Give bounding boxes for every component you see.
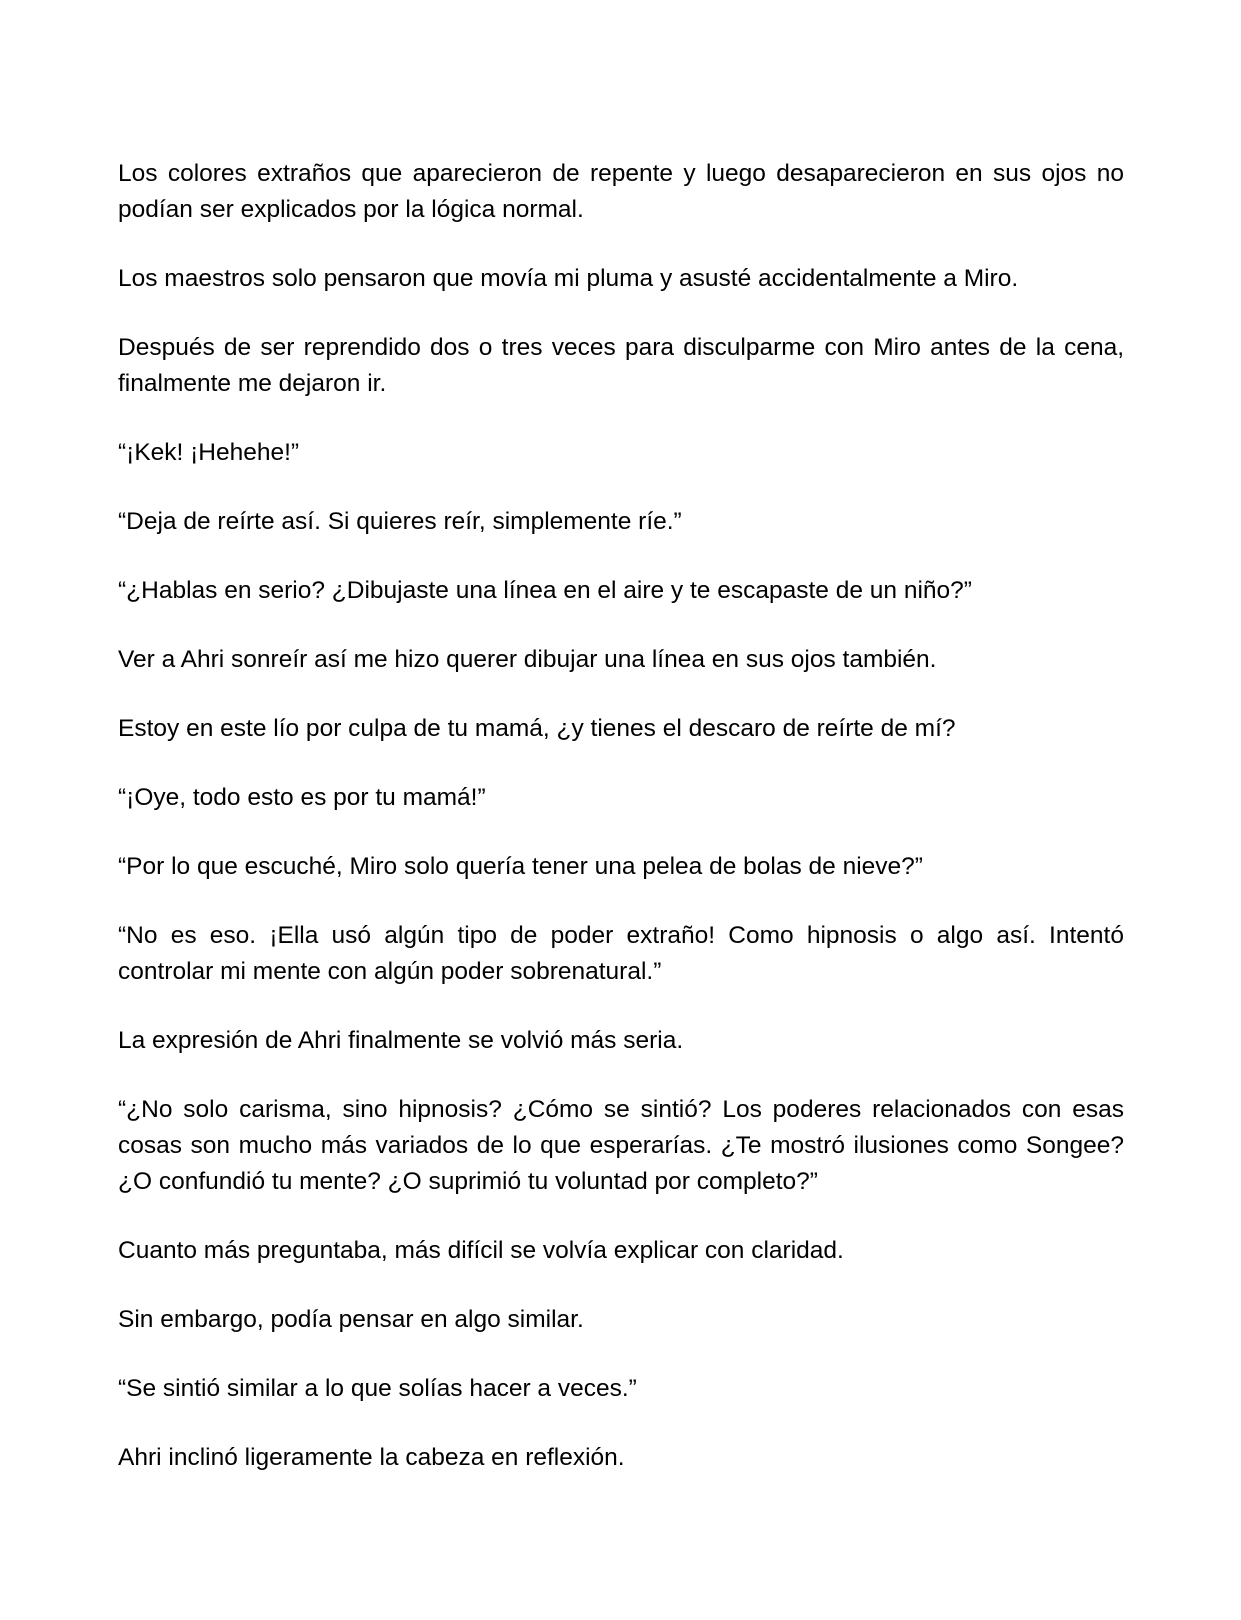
paragraph: Ahri inclinó ligeramente la cabeza en reflexión. <box>118 1444 625 1471</box>
paragraph: “Se sintió similar a lo que solías hacer a veces.” <box>118 1375 637 1402</box>
document-body <box>118 156 1124 1476</box>
paragraph: “¡Kek! ¡Hehehe!” <box>118 439 300 466</box>
paragraph: “No es eso. ¡Ella usó algún tipo de poder extraño! Como hipnosis o algo así. Intentó controlar mi mente con algún poder sobrenatural.” <box>118 922 1124 985</box>
paragraph: Los colores extraños que aparecieron de repente y luego desaparecieron en sus ojos no podían ser explicados por la lógica normal. <box>118 160 1124 223</box>
paragraph: “¡Oye, todo esto es por tu mamá!” <box>118 784 486 811</box>
paragraph: Los maestros solo pensaron que movía mi pluma y asusté accidentalmente a Miro. <box>118 265 1019 292</box>
paragraph: “Por lo que escuché, Miro solo quería tener una pelea de bolas de nieve?” <box>118 853 923 880</box>
paragraph: Cuanto más preguntaba, más difícil se volvía explicar con claridad. <box>118 1237 844 1264</box>
paragraph: “¿Hablas en serio? ¿Dibujaste una línea en el aire y te escapaste de un niño?” <box>118 577 972 604</box>
paragraph: “¿No solo carisma, sino hipnosis? ¿Cómo se sintió? Los poderes relacionados con esas cosas son mucho más variados de lo que esperarías. ¿Te mostró ilusiones como Songee? ¿O confundió tu mente? ¿O suprimió tu voluntad por completo?” <box>118 1096 1124 1195</box>
paragraph: “Deja de reírte así. Si quieres reír, simplemente ríe.” <box>118 508 682 535</box>
paragraph: La expresión de Ahri finalmente se volvió más seria. <box>118 1027 684 1054</box>
paragraph: Estoy en este lío por culpa de tu mamá, ¿y tienes el descaro de reírte de mí? <box>118 715 956 742</box>
paragraph: Después de ser reprendido dos o tres veces para disculparme con Miro antes de la cena, finalmente me dejaron ir. <box>118 334 1124 397</box>
paragraph: Sin embargo, podía pensar en algo similar. <box>118 1306 584 1333</box>
paragraph: Ver a Ahri sonreír así me hizo querer dibujar una línea en sus ojos también. <box>118 646 937 673</box>
